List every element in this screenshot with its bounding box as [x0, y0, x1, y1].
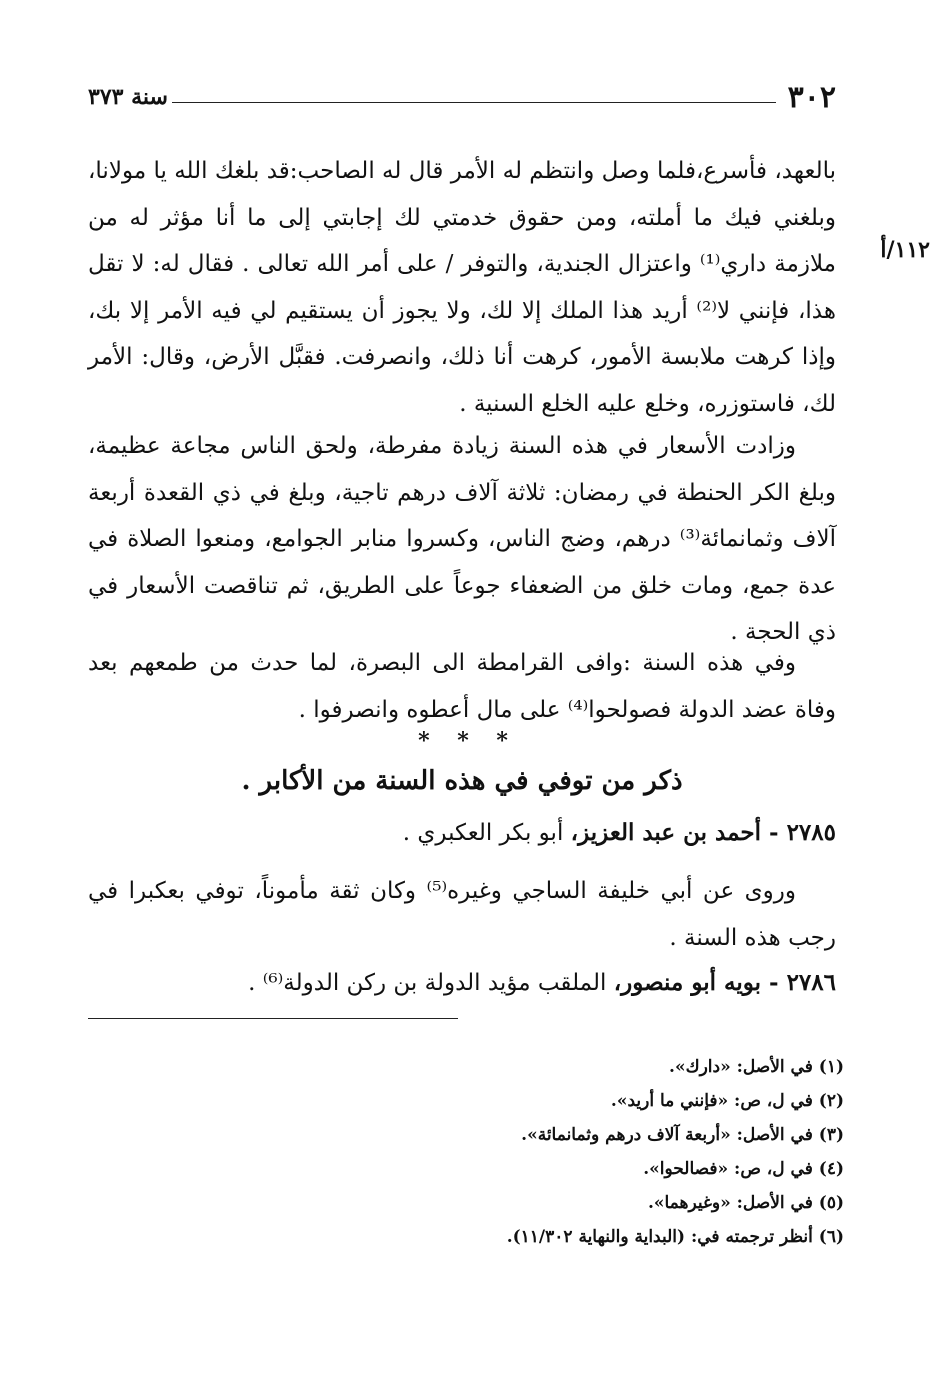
- footnote-3: (٣) في الأصل: «أربعة آلاف درهم وثمانمائة».: [521, 1125, 844, 1145]
- entry-name: أحمد بن عبد العزيز،: [570, 819, 762, 846]
- entry-name: بويه أبو منصور،: [613, 969, 762, 996]
- entry-dash: -: [761, 969, 787, 996]
- footnote-2: (٢) في ل، ص: «فإنني ما أريد».: [610, 1091, 844, 1111]
- manuscript-folio-marker: ١١٢/أ: [880, 237, 930, 263]
- paragraph-text: وزادت الأسعار في هذه السنة زيادة مفرطة، ولحق الناس مجاعة عظيمة، وبلغ الكر الحنطة في رمضان: ثلاثة آلاف درهم تاجية، وبلغ في ذي القعدة أربعة آلاف وثمانمائة⁽³⁾ درهم، وضج الناس، وكسروا منابر الجوامع، ومنعوا الصلاة في عدة جمع، ومات خلق من الضعفاء جوعاً على الطريق، ثم تناقصت الأسعار في ذي الحجة .: [88, 433, 836, 645]
- biography-entry-2785: [88, 810, 836, 857]
- footnote-4: (٤) في ل، ص: «فصالحوا».: [643, 1159, 844, 1179]
- entry-dash: -: [761, 819, 787, 846]
- header-divider: [172, 102, 776, 103]
- footnote-6: (٦) أنظر ترجمته في: (البداية والنهاية ١١/٣٠٢).: [506, 1227, 844, 1247]
- footnote-divider: [88, 1018, 458, 1019]
- running-head-year: سنة ٣٧٣: [88, 84, 168, 110]
- footnote-5: (٥) في الأصل: «وغيرهما».: [647, 1193, 844, 1213]
- footnote-1: (١) في الأصل: «دارك».: [669, 1057, 844, 1077]
- paragraph-3: [88, 640, 836, 733]
- page-number: ٣٠٢: [787, 80, 836, 115]
- entry-number: ٢٧٨٦: [786, 969, 836, 996]
- paragraph-text: وروى عن أبي خليفة الساجي وغيره⁽⁵⁾ وكان ثقة مأموناً، توفي بعكبرا في رجب هذه السنة .: [88, 878, 836, 951]
- entry-rest: أبو بكر العكبري .: [402, 820, 571, 846]
- entry-rest: الملقب مؤيد الدولة بن ركن الدولة⁽⁶⁾ .: [248, 970, 614, 996]
- footnotes-list: [88, 1050, 844, 1254]
- section-separator: * * *: [418, 728, 518, 754]
- section-title: ذكر من توفي في هذه السنة من الأكابر .: [241, 766, 683, 796]
- paragraph-text: وفي هذه السنة :وافى القرامطة الى البصرة، لما حدث من طمعهم بعد وفاة عضد الدولة فصولحوا⁽⁴⁾ على مال أعطوه وانصرفوا .: [88, 650, 836, 723]
- paragraph-text: بالعهد، فأسرع،فلما وصل وانتظم له الأمر قال له الصاحب:قد بلغك الله يا مولانا، وبلغني فيك ما أملته، ومن حقوق خدمتي لك إجابتي إلى ما أنا مؤثر له من ملازمة داري⁽¹⁾ واعتزال الجندية، والتوفر / على أمر الله تعالى . فقال له: لا تقل هذا، فإنني لا⁽²⁾ أريد هذا الملك إلا لك، ولا يجوز أن يستقيم لي فيه الأمر إلا بك، وإذا كرهت ملابسة الأمور، كرهت أنا ذلك، وانصرفت. فقبَّل الأرض، وقال: الأمر لك، فاستوزره، وخلع عليه الخلع السنية .: [88, 158, 836, 417]
- paragraph-4: [88, 868, 836, 961]
- paragraph-2: [88, 423, 836, 656]
- page-header: [88, 80, 836, 120]
- biography-entry-2786: [88, 960, 836, 1007]
- entry-number: ٢٧٨٥: [786, 819, 836, 846]
- paragraph-1: [88, 148, 836, 427]
